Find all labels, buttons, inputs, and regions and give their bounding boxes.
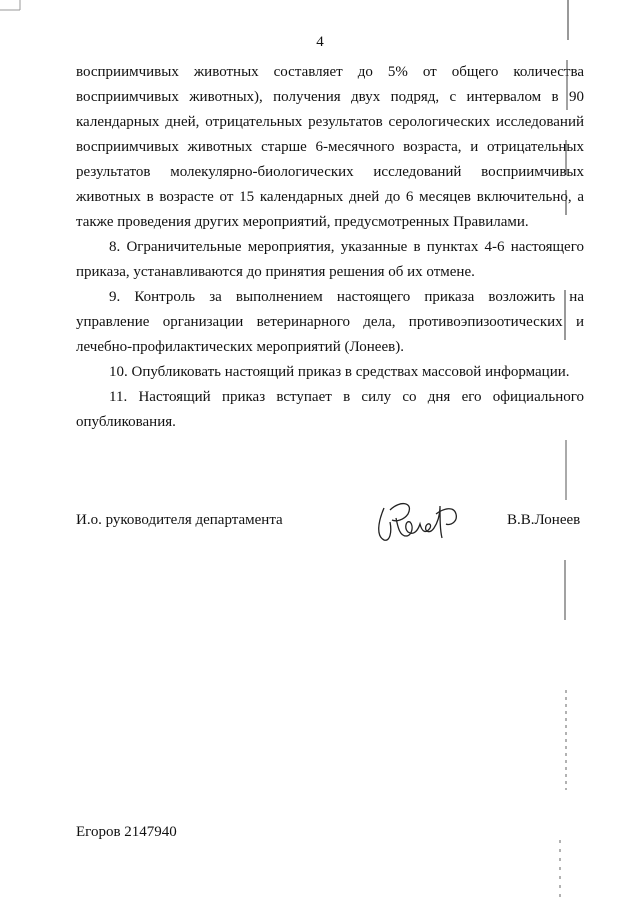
paragraph-item-10: 10. Опубликовать настоящий приказ в средствах массовой информации.: [109, 364, 570, 380]
signatory-title: И.о. руководителя департамента: [76, 512, 283, 528]
paragraph-item-9: 9. Контроль за выполнением настоящего приказа возложить на управление организации ветеринарного дела, противоэпизоотических и лечебно-профилактических мероприятий (Лонеев).: [76, 289, 584, 355]
handwritten-signature: [370, 492, 470, 552]
paragraph-item-11: 11. Настоящий приказ вступает в силу со дня его официального опубликования.: [76, 389, 584, 430]
page-number: 4: [316, 34, 324, 50]
paragraph-item-8: 8. Ограничительные мероприятия, указанные в пунктах 4-6 настоящего приказа, устанавливаются до принятия решения об их отмене.: [76, 239, 584, 280]
footer-note: Егоров 2147940: [76, 824, 177, 840]
paragraph-continuation: восприимчивых животных составляет до 5% от общего количества восприимчивых животных), получения двух подряд, с интервалом в 90 календарных дней, отрицательных результатов серологических исследований восприимчивых животных старше 6-месячного возраста, и отрицательных результатов молекулярно-биологических исследований восприимчивых животных в возрасте от 15 календарных дней до 6 месяцев включительно, а также проведения других мероприятий, предусмотренных Правилами.: [76, 64, 584, 230]
document-body: [76, 60, 584, 435]
signatory-name: В.В.Лонеев: [507, 512, 581, 528]
